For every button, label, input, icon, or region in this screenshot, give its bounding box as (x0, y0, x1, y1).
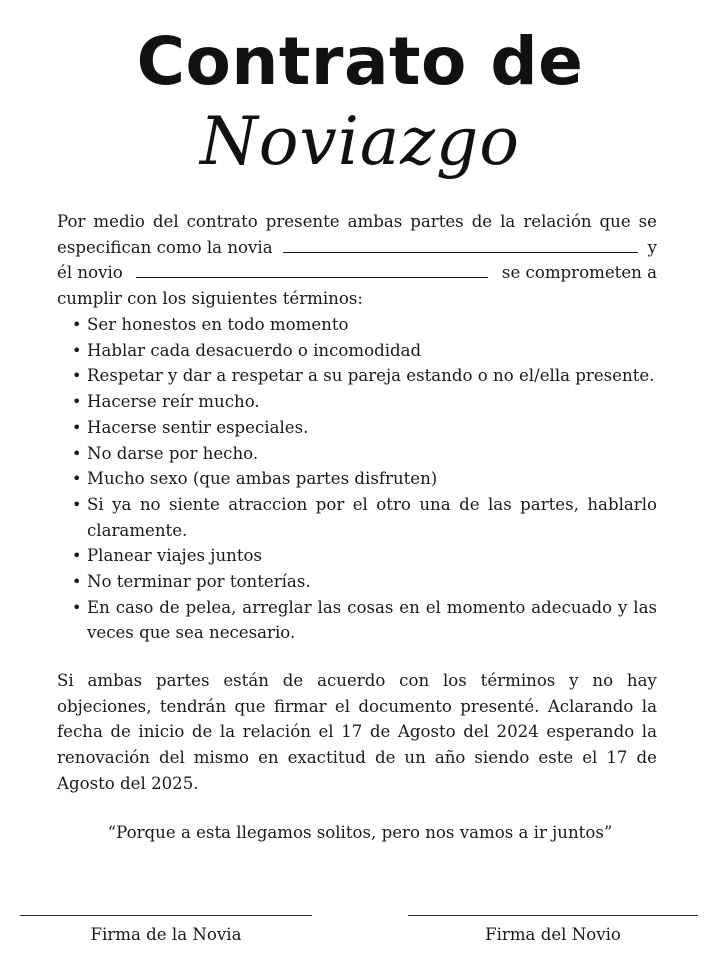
term-text: Planear viajes juntos (87, 546, 262, 566)
bullet-icon: • (72, 597, 82, 617)
bullet-icon: • (72, 315, 82, 334)
term-item (57, 595, 657, 646)
intro-line-2 (57, 235, 657, 261)
term-item (57, 338, 657, 364)
bullet-icon: • (72, 494, 82, 514)
bullet-icon: • (72, 417, 82, 437)
term-text: Respetar y dar a respetar a su pareja estando o no el/ella presente. (87, 366, 655, 386)
bullet-icon: • (72, 392, 82, 412)
intro-line-4: cumplir con los siguientes términos: (57, 289, 363, 309)
term-text: Si ya no siente atraccion por el otro una de las partes, hablarlo claramente. (87, 494, 657, 540)
term-item (57, 363, 657, 389)
girlfriend-name-blank[interactable] (283, 235, 638, 253)
intro-y-text: y (647, 237, 657, 257)
intro-line-1: Por medio del contrato presente ambas partes de la relación que se (57, 212, 657, 231)
bullet-icon: • (72, 443, 82, 463)
term-text: Hacerse reír mucho. (87, 392, 260, 412)
closing-line: renovación del mismo en exactitud de un año siendo este el 17 de (57, 748, 657, 768)
term-item (57, 569, 657, 595)
intro-line-3 (57, 260, 657, 286)
term-text: Hablar cada desacuerdo o incomodidad (87, 340, 422, 360)
closing-paragraph (57, 668, 657, 797)
term-text: Mucho sexo (que ambas partes disfruten) (87, 469, 438, 489)
boyfriend-signature-label: Firma del Novio (485, 925, 621, 944)
title-contrato-de: Contrato de (136, 23, 584, 100)
intro-novia-label: especifican como la novia (57, 237, 273, 257)
boyfriend-name-blank[interactable] (136, 260, 488, 278)
term-text: No terminar por tonterías. (87, 572, 311, 592)
term-text: Ser honestos en todo momento (87, 315, 349, 334)
intro-novio-label: él novio (57, 263, 123, 283)
closing-quote: “Porque a esta llegamos solitos, pero nos vamos a ir juntos” (107, 823, 613, 842)
bullet-icon: • (72, 469, 82, 489)
term-text: Hacerse sentir especiales. (87, 417, 309, 437)
term-item (57, 466, 657, 492)
term-item (57, 389, 657, 415)
boyfriend-signature-line[interactable] (408, 915, 698, 916)
closing-line: fecha de inicio de la relación el 17 de Agosto del 2024 esperando la (57, 722, 657, 742)
term-item (57, 312, 657, 338)
girlfriend-signature-label: Firma de la Novia (90, 925, 242, 944)
terms-list (57, 312, 657, 646)
term-text: En caso de pelea, arreglar las cosas en el momento adecuado y las veces que sea necesario. (87, 597, 657, 643)
term-item (57, 492, 657, 543)
term-item (57, 415, 657, 441)
bullet-icon: • (72, 340, 82, 360)
closing-line: Si ambas partes están de acuerdo con los términos y no hay (57, 671, 657, 690)
title-noviazgo: Noviazgo (200, 103, 520, 180)
intro-commit-text: se comprometen a (501, 263, 657, 283)
intro-paragraph (57, 209, 657, 312)
closing-line: Agosto del 2025. (57, 773, 199, 793)
term-item (57, 543, 657, 569)
closing-line: objeciones, tendrán que firmar el documento presenté. Aclarando la (57, 696, 657, 716)
term-text: No darse por hecho. (87, 443, 259, 463)
bullet-icon: • (72, 546, 82, 566)
girlfriend-signature-line[interactable] (20, 915, 312, 916)
bullet-icon: • (72, 572, 82, 592)
term-item (57, 441, 657, 467)
bullet-icon: • (72, 366, 82, 386)
